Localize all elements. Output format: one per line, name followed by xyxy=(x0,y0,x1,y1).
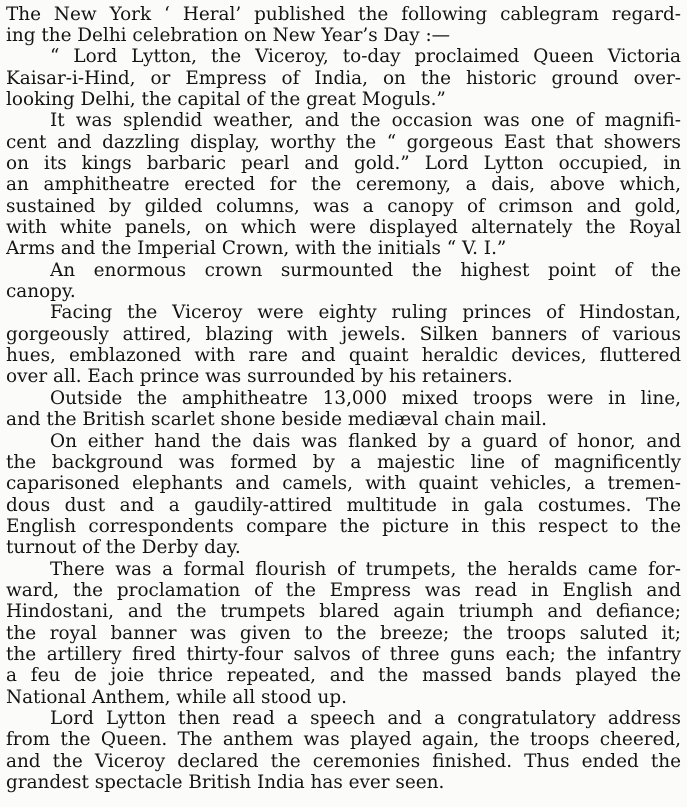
article-line: The New York ‘ Heral’ published the following cablegram regard- xyxy=(6,3,681,25)
article-line: the royal banner was given to the breeze; the troops saluted it; xyxy=(6,622,681,644)
article-line: gorgeously attired, blazing with jewels. Silken banners of various xyxy=(6,323,681,345)
article-line: An enormous crown surmounted the highest point of the xyxy=(50,259,681,281)
article-line: an amphitheatre erected for the ceremony, a dais, above which, xyxy=(6,174,681,196)
article-line: turnout of the Derby day. xyxy=(6,537,241,559)
article-line: and the Viceroy declared the ceremonies finished. Thus ended the xyxy=(6,750,681,772)
article-line: There was a formal flourish of trumpets, the heralds came for- xyxy=(50,558,681,580)
article-line: on its kings barbaric pearl and gold.” Lord Lytton occupied, in xyxy=(6,152,681,174)
article-line: dous dust and a gaudily-attired multitude in gala costumes. The xyxy=(6,494,681,516)
article-line: the background was formed by a majestic line of magnificently xyxy=(6,451,681,473)
article-line: over all. Each prince was surrounded by his retainers. xyxy=(6,366,513,388)
article-line: a feu de joie thrice repeated, and the massed bands played the xyxy=(6,665,681,687)
article-line: canopy. xyxy=(6,281,76,303)
article-line: Facing the Viceroy were eighty ruling princes of Hindostan, xyxy=(50,302,681,324)
article-line: Arms and the Imperial Crown, with the initials “ V. I.” xyxy=(6,238,507,260)
article-line: the artillery fired thirty-four salvos of three guns each; the infantry xyxy=(6,644,681,665)
article-line: from the Queen. The anthem was played again, the troops cheered, xyxy=(6,729,681,751)
article-line: On either hand the dais was flanked by a guard of honor, and xyxy=(50,430,681,452)
article-line: Hindostani, and the trumpets blared again triumph and defiance; xyxy=(6,601,681,623)
article-line: ing the Delhi celebration on New Year’s Day :— xyxy=(6,24,451,46)
article-line: caparisoned elephants and camels, with quaint vehicles, a tremen- xyxy=(6,473,681,495)
article-line: with white panels, on which were displayed alternately the Royal xyxy=(6,217,681,238)
article-line: grandest spectacle British India has ever seen. xyxy=(6,772,445,794)
article-line: Kaisar-i-Hind, or Empress of India, on the historic ground over- xyxy=(6,67,681,89)
article-line: hues, emblazoned with rare and quaint heraldic devices, fluttered xyxy=(6,345,681,367)
article-line: Outside the amphitheatre 13,000 mixed troops were in line, xyxy=(50,387,681,409)
article-line: It was splendid weather, and the occasion was one of magnifi- xyxy=(50,110,681,132)
article-line: sustained by gilded columns, was a canopy of crimson and gold, xyxy=(6,195,681,217)
article-line: cent and dazzling display, worthy the “ gorgeous East that showers xyxy=(6,131,681,153)
article-line: looking Delhi, the capital of the great Moguls.” xyxy=(6,88,446,110)
article-line: “ Lord Lytton, the Viceroy, to-day proclaimed Queen Victoria xyxy=(50,46,681,68)
article-line: and the British scarlet shone beside mediæval chain mail. xyxy=(6,409,547,431)
article-line: ward, the proclamation of the Empress was read in English and xyxy=(6,579,681,601)
article-line: Lord Lytton then read a speech and a congratulatory address xyxy=(50,708,681,730)
article-line: English correspondents compare the picture in this respect to the xyxy=(6,515,681,537)
article-line: National Anthem, while all stood up. xyxy=(6,686,348,708)
